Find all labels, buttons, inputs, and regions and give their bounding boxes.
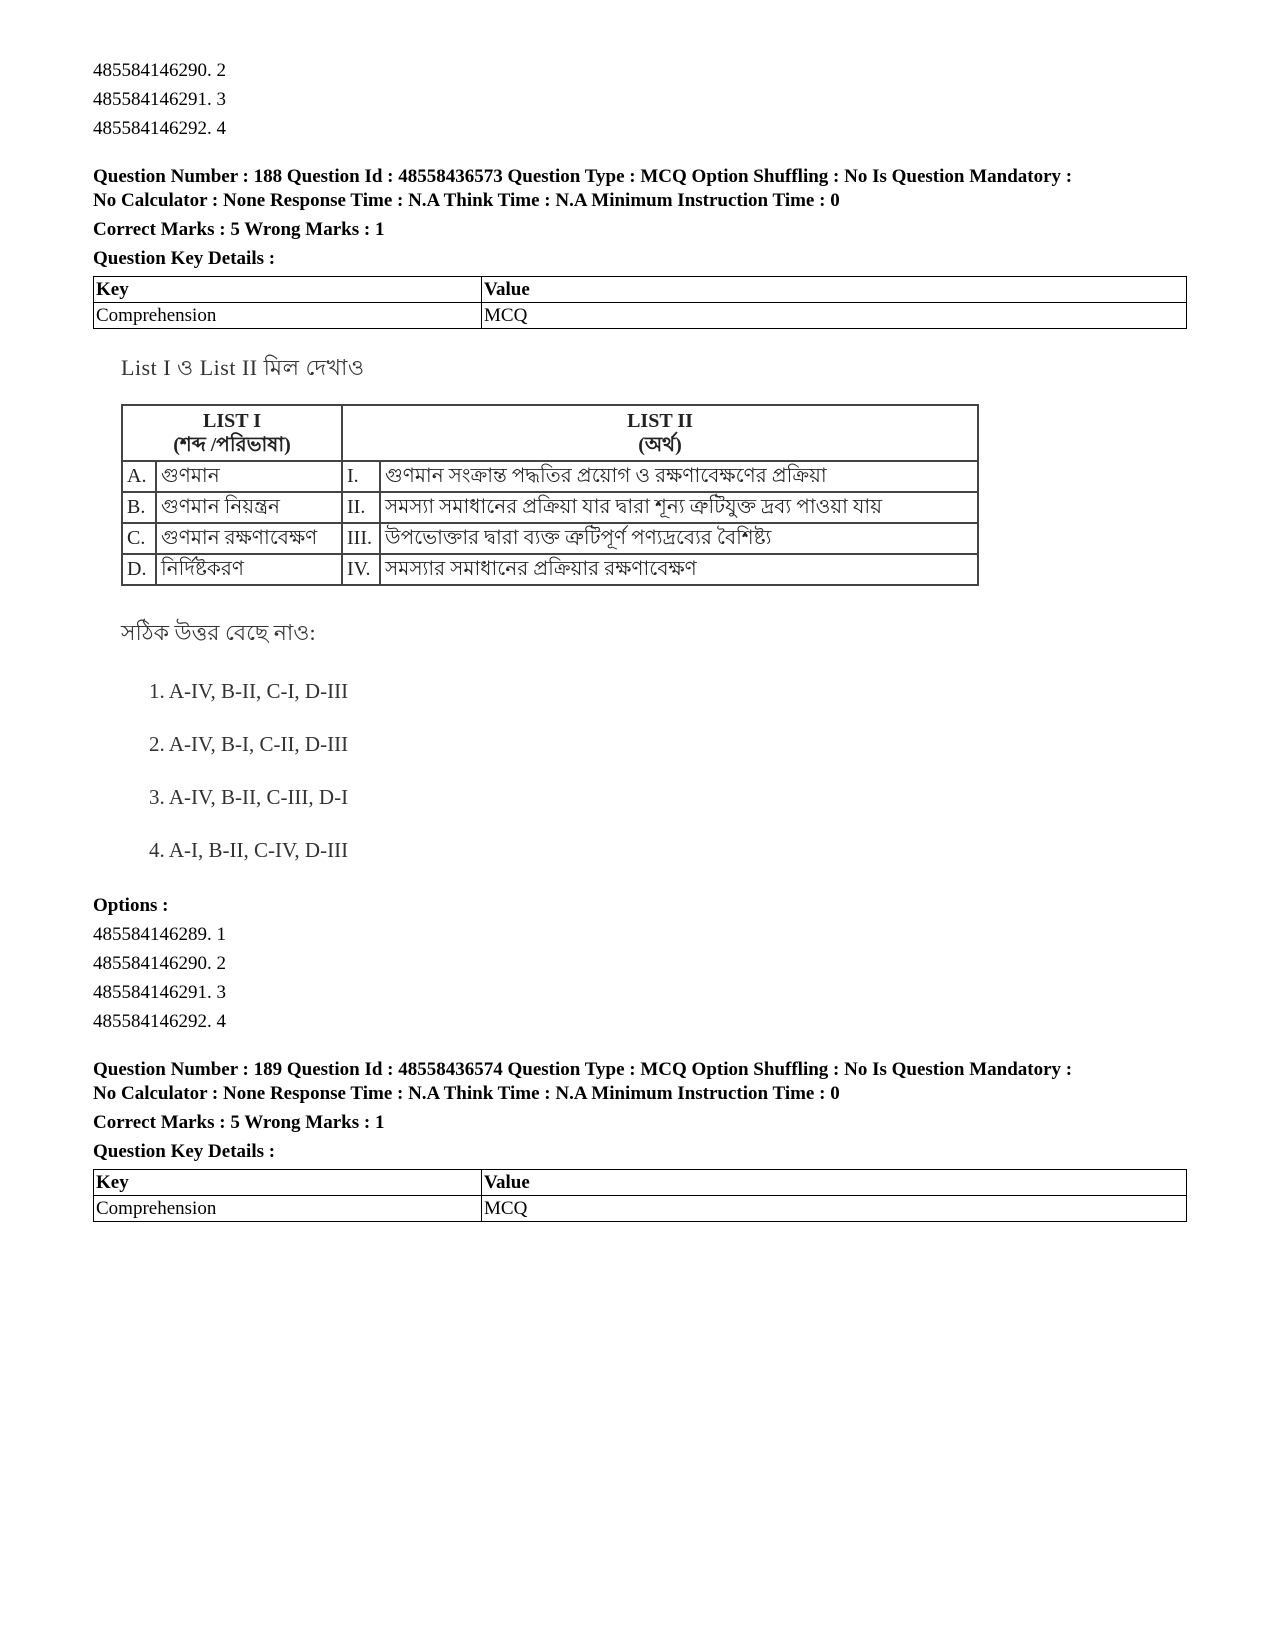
key-details-table (93, 276, 1187, 329)
row-meaning: সমস্যা সমাধানের প্রক্রিয়া যার দ্বারা শূন্য ত্রুটিযুক্ত দ্রব্য পাওয়া যায় (380, 492, 978, 523)
row-term: গুণমান (156, 461, 342, 492)
key-cell: Comprehension (94, 1196, 482, 1222)
question-188 (93, 165, 1193, 1036)
lists-row (122, 523, 978, 554)
question-image (121, 351, 981, 862)
question-189 (93, 1058, 1193, 1222)
row-numeral: II. (342, 492, 380, 523)
value-header-cell: Value (482, 1170, 1187, 1196)
row-numeral: III. (342, 523, 380, 554)
question-header-line2: No Calculator : None Response Time : N.A Think Time : N.A Minimum Instruction Time : 0 (93, 190, 840, 211)
row-letter: C. (122, 523, 156, 554)
row-meaning: উপভোক্তার দ্বারা ব্যক্ত ত্রুটিপূর্ণ পণ্যদ্রব্যের বৈশিষ্ট্য (380, 523, 978, 554)
list2-subheader: (অর্থ) (638, 434, 682, 456)
row-meaning: সমস্যার সমাধানের প্রক্রিয়ার রক্ষণাবেক্ষণ (380, 554, 978, 585)
option-line: 485584146289. 1 (93, 924, 226, 945)
row-letter: A. (122, 461, 156, 492)
row-numeral: IV. (342, 554, 380, 585)
row-term: গুণমান রক্ষণাবেক্ষণ (156, 523, 342, 554)
options-label: Options : (93, 895, 169, 916)
list1-header-cell (122, 405, 342, 461)
value-cell: MCQ (482, 303, 1187, 329)
list2-header: LIST II (627, 410, 693, 432)
answer-choice: 4. A-I, B-II, C-IV, D-III (149, 838, 349, 862)
key-header-cell: Key (94, 277, 482, 303)
marks-line: Correct Marks : 5 Wrong Marks : 1 (93, 219, 385, 240)
row-term: গুণমান নিয়ন্ত্রন (156, 492, 342, 523)
lists-row (122, 492, 978, 523)
table-header-row (94, 1170, 1187, 1196)
document-page (93, 56, 1193, 1222)
option-line: 485584146290. 2 (93, 60, 226, 81)
table-row (94, 303, 1187, 329)
question-header-line1: Question Number : 188 Question Id : 48558436573 Question Type : MCQ Option Shuffling : No Is Question Mandatory : (93, 166, 1073, 187)
key-cell: Comprehension (94, 303, 482, 329)
question-image-title: List I ও List II মিল দেখাও (121, 355, 365, 380)
option-line: 485584146291. 3 (93, 982, 226, 1003)
key-details-label: Question Key Details : (93, 248, 276, 269)
match-lists-table (121, 404, 979, 586)
list1-header: LIST I (202, 410, 261, 432)
marks-line: Correct Marks : 5 Wrong Marks : 1 (93, 1112, 385, 1133)
row-term: নির্দিষ্টকরণ (156, 554, 342, 585)
lists-row (122, 554, 978, 585)
key-details-table (93, 1169, 1187, 1222)
question-header-line2: No Calculator : None Response Time : N.A Think Time : N.A Minimum Instruction Time : 0 (93, 1083, 840, 1104)
row-letter: B. (122, 492, 156, 523)
option-line: 485584146292. 4 (93, 118, 226, 139)
value-cell: MCQ (482, 1196, 1187, 1222)
value-header-cell: Value (482, 277, 1187, 303)
option-line: 485584146292. 4 (93, 1011, 226, 1032)
option-line: 485584146291. 3 (93, 89, 226, 110)
key-details-label: Question Key Details : (93, 1141, 276, 1162)
lists-header-row (122, 405, 978, 461)
option-line: 485584146290. 2 (93, 953, 226, 974)
list1-subheader: (শব্দ /পরিভাষা) (173, 434, 291, 456)
lists-row (122, 461, 978, 492)
key-header-cell: Key (94, 1170, 482, 1196)
choose-answer-prompt: সঠিক উত্তর বেছে নাও: (121, 620, 316, 645)
answer-choice: 2. A-IV, B-I, C-II, D-III (149, 732, 349, 756)
row-meaning: গুণমান সংক্রান্ত পদ্ধতির প্রয়োগ ও রক্ষণাবেক্ষণের প্রক্রিয়া (380, 461, 978, 492)
list2-header-cell (342, 405, 978, 461)
row-numeral: I. (342, 461, 380, 492)
question-header-line1: Question Number : 189 Question Id : 48558436574 Question Type : MCQ Option Shuffling : No Is Question Mandatory : (93, 1059, 1073, 1080)
row-letter: D. (122, 554, 156, 585)
answer-choice: 1. A-IV, B-II, C-I, D-III (149, 679, 349, 703)
table-row (94, 1196, 1187, 1222)
answer-choice: 3. A-IV, B-II, C-III, D-I (149, 785, 349, 809)
table-header-row (94, 277, 1187, 303)
